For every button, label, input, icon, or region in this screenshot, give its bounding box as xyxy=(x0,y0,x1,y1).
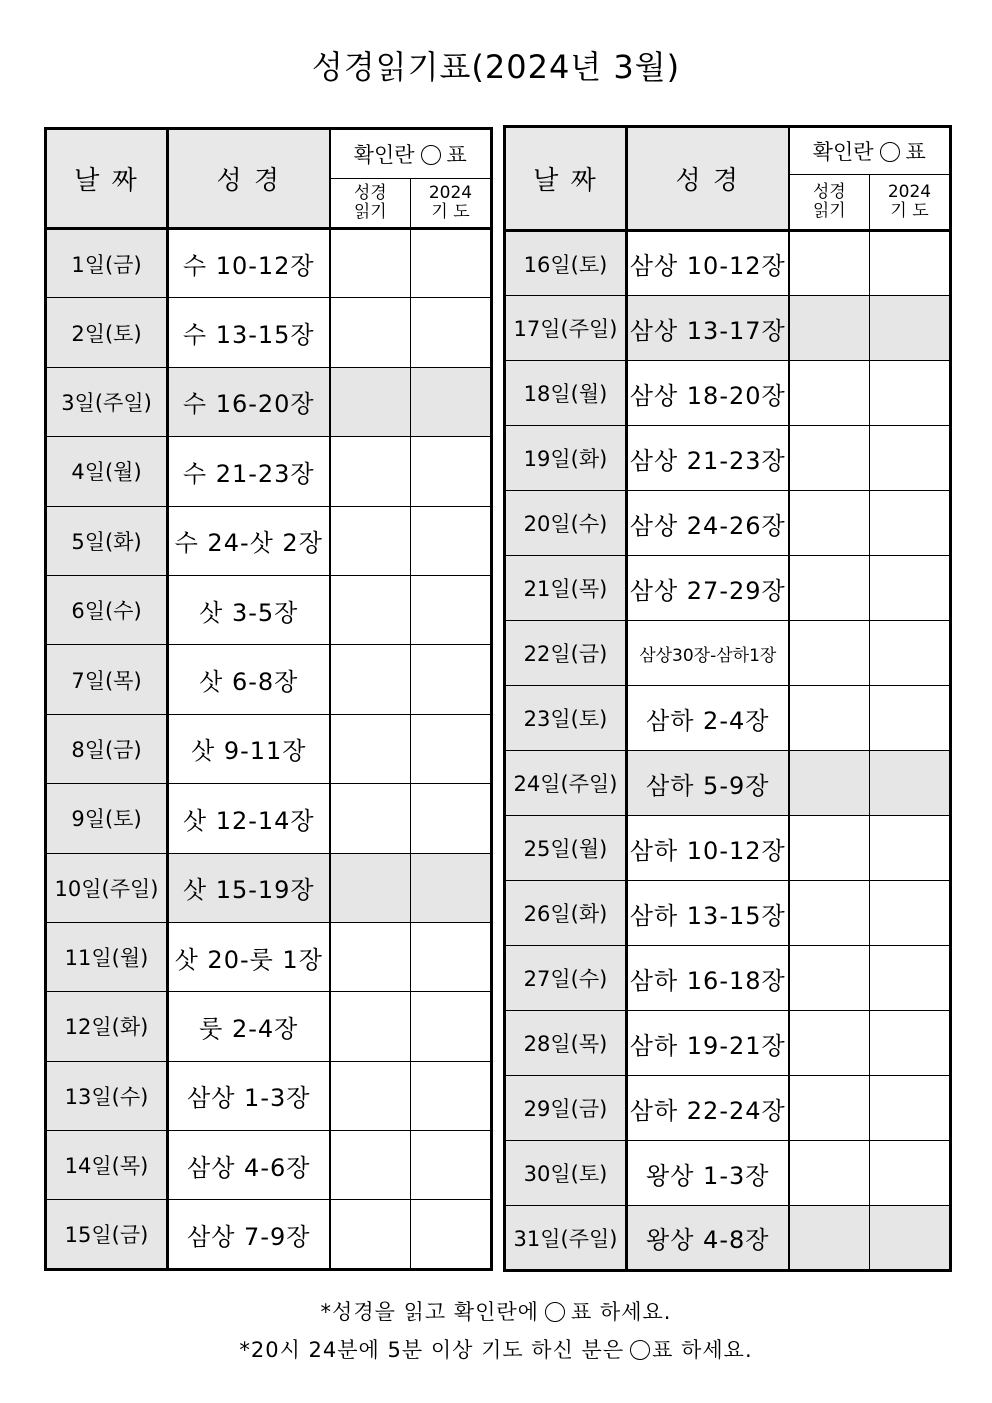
row-scripture: 삿 20-룻 1장 xyxy=(168,922,330,991)
pray-check-box[interactable] xyxy=(411,714,492,783)
row-date: 9일(토) xyxy=(46,784,168,853)
row-date: 15일(금) xyxy=(46,1200,168,1269)
read-check-box[interactable] xyxy=(330,437,411,506)
pray-check-box[interactable] xyxy=(870,751,951,816)
table-row xyxy=(46,229,492,298)
row-scripture: 왕상 4-8장 xyxy=(627,1206,789,1271)
read-check-box[interactable] xyxy=(330,853,411,922)
table-row xyxy=(46,367,492,436)
pray-check-box[interactable] xyxy=(411,853,492,922)
row-scripture: 왕상 1-3장 xyxy=(627,1141,789,1206)
row-date: 14일(목) xyxy=(46,1131,168,1200)
read-check-box[interactable] xyxy=(789,1076,870,1141)
row-date: 19일(화) xyxy=(505,426,627,491)
read-check-box[interactable] xyxy=(330,575,411,644)
header-read xyxy=(789,175,870,231)
read-check-box[interactable] xyxy=(789,881,870,946)
pray-check-box[interactable] xyxy=(411,367,492,436)
row-scripture: 수 21-23장 xyxy=(168,437,330,506)
read-check-box[interactable] xyxy=(789,946,870,1011)
pray-check-box[interactable] xyxy=(870,1011,951,1076)
header-pray-line2: 기 도 xyxy=(431,202,470,222)
table-row xyxy=(46,645,492,714)
read-check-box[interactable] xyxy=(789,1141,870,1206)
row-date: 8일(금) xyxy=(46,714,168,783)
row-scripture: 삼상 27-29장 xyxy=(627,556,789,621)
table-row xyxy=(505,296,951,361)
row-scripture: 삼상 7-9장 xyxy=(168,1200,330,1269)
row-date: 21일(목) xyxy=(505,556,627,621)
read-check-box[interactable] xyxy=(330,714,411,783)
pray-check-box[interactable] xyxy=(870,1076,951,1141)
pray-check-box[interactable] xyxy=(411,922,492,991)
row-scripture: 삼하 16-18장 xyxy=(627,946,789,1011)
row-scripture: 삼상 18-20장 xyxy=(627,361,789,426)
row-scripture: 삼상30장-삼하1장 xyxy=(627,621,789,686)
header-read-line1: 성경 xyxy=(353,183,387,203)
table-row xyxy=(46,506,492,575)
pray-check-box[interactable] xyxy=(411,784,492,853)
note-2-prefix: *20시 24분에 5분 이상 기도 하신 분은 xyxy=(239,1338,625,1362)
row-date: 27일(수) xyxy=(505,946,627,1011)
row-scripture: 삼하 13-15장 xyxy=(627,881,789,946)
row-scripture: 삼상 4-6장 xyxy=(168,1131,330,1200)
table-row xyxy=(46,575,492,644)
reading-table-right xyxy=(503,125,952,1272)
row-scripture: 수 13-15장 xyxy=(168,298,330,367)
pray-check-box[interactable] xyxy=(870,946,951,1011)
row-date: 16일(토) xyxy=(505,231,627,296)
table-row xyxy=(505,751,951,816)
header-read xyxy=(330,179,411,229)
pray-check-box[interactable] xyxy=(411,437,492,506)
table-row xyxy=(505,1141,951,1206)
row-scripture: 삼상 13-17장 xyxy=(627,296,789,361)
row-date: 31일(주일) xyxy=(505,1206,627,1271)
read-check-box[interactable] xyxy=(330,992,411,1061)
pray-check-box[interactable] xyxy=(411,1200,492,1269)
header-check xyxy=(789,127,951,175)
row-date: 12일(화) xyxy=(46,992,168,1061)
row-scripture: 수 16-20장 xyxy=(168,367,330,436)
header-scripture: 성 경 xyxy=(168,129,330,229)
table-row xyxy=(505,1076,951,1141)
header-pray-line2: 기 도 xyxy=(890,201,929,221)
row-scripture: 삼상 10-12장 xyxy=(627,231,789,296)
row-date: 1일(금) xyxy=(46,229,168,298)
table-row xyxy=(505,426,951,491)
read-check-box[interactable] xyxy=(330,922,411,991)
row-scripture: 삿 6-8장 xyxy=(168,645,330,714)
table-row xyxy=(505,686,951,751)
table-row xyxy=(46,853,492,922)
pray-check-box[interactable] xyxy=(870,816,951,881)
pray-check-box[interactable] xyxy=(411,992,492,1061)
read-check-box[interactable] xyxy=(789,751,870,816)
table-row xyxy=(46,1200,492,1269)
read-check-box[interactable] xyxy=(330,506,411,575)
header-date: 날 짜 xyxy=(46,129,168,229)
header-check-suffix: 표 xyxy=(446,143,467,167)
note-line-1 xyxy=(0,1296,992,1326)
row-date: 2일(토) xyxy=(46,298,168,367)
header-pray xyxy=(411,179,492,229)
header-check-label: 확인란 xyxy=(353,143,415,167)
row-scripture: 삿 9-11장 xyxy=(168,714,330,783)
table-row xyxy=(46,922,492,991)
row-date: 20일(수) xyxy=(505,491,627,556)
row-scripture: 삿 12-14장 xyxy=(168,784,330,853)
read-check-box[interactable] xyxy=(330,298,411,367)
table-row xyxy=(505,946,951,1011)
row-scripture: 삿 15-19장 xyxy=(168,853,330,922)
header-check-suffix: 표 xyxy=(905,140,926,164)
header-date: 날 짜 xyxy=(505,127,627,231)
row-scripture: 삿 3-5장 xyxy=(168,575,330,644)
header-scripture: 성 경 xyxy=(627,127,789,231)
pray-check-box[interactable] xyxy=(411,1061,492,1130)
read-check-box[interactable] xyxy=(330,784,411,853)
table-row xyxy=(505,816,951,881)
pray-check-box[interactable] xyxy=(411,575,492,644)
pray-check-box[interactable] xyxy=(870,296,951,361)
table-row xyxy=(505,491,951,556)
note-1-suffix: 표 하세요. xyxy=(570,1300,672,1324)
row-date: 13일(수) xyxy=(46,1061,168,1130)
row-scripture: 삼상 24-26장 xyxy=(627,491,789,556)
header-read-line2: 읽기 xyxy=(353,202,387,222)
pray-check-box[interactable] xyxy=(870,231,951,296)
read-check-box[interactable] xyxy=(330,1061,411,1130)
read-check-box[interactable] xyxy=(789,296,870,361)
pray-check-box[interactable] xyxy=(411,229,492,298)
header-pray-line1: 2024 xyxy=(428,183,473,203)
read-check-box[interactable] xyxy=(330,1131,411,1200)
pray-check-box[interactable] xyxy=(870,686,951,751)
row-date: 3일(주일) xyxy=(46,367,168,436)
pray-check-box[interactable] xyxy=(870,1206,951,1271)
read-check-box[interactable] xyxy=(789,816,870,881)
row-scripture: 삼하 19-21장 xyxy=(627,1011,789,1076)
pray-check-box[interactable] xyxy=(870,426,951,491)
pray-check-box[interactable] xyxy=(870,621,951,686)
page-title: 성경읽기표(2024년 3월) xyxy=(311,48,681,86)
read-check-box[interactable] xyxy=(330,645,411,714)
note-2-suffix: 표 하세요. xyxy=(652,1338,753,1362)
row-scripture: 삼상 1-3장 xyxy=(168,1061,330,1130)
row-date: 29일(금) xyxy=(505,1076,627,1141)
table-row xyxy=(505,556,951,621)
circle-icon xyxy=(630,1340,650,1360)
row-date: 5일(화) xyxy=(46,506,168,575)
row-date: 4일(월) xyxy=(46,437,168,506)
row-date: 7일(목) xyxy=(46,645,168,714)
table-row xyxy=(46,784,492,853)
row-date: 11일(월) xyxy=(46,922,168,991)
pray-check-box[interactable] xyxy=(870,881,951,946)
row-date: 17일(주일) xyxy=(505,296,627,361)
row-date: 23일(토) xyxy=(505,686,627,751)
read-check-box[interactable] xyxy=(789,556,870,621)
table-row xyxy=(46,1131,492,1200)
table-row xyxy=(505,1206,951,1271)
header-pray xyxy=(870,175,951,231)
read-check-box[interactable] xyxy=(789,361,870,426)
row-date: 26일(화) xyxy=(505,881,627,946)
pray-check-box[interactable] xyxy=(870,1141,951,1206)
read-check-box[interactable] xyxy=(789,1206,870,1271)
pray-check-box[interactable] xyxy=(411,506,492,575)
read-check-box[interactable] xyxy=(789,231,870,296)
read-check-box[interactable] xyxy=(789,686,870,751)
row-date: 18일(월) xyxy=(505,361,627,426)
row-date: 10일(주일) xyxy=(46,853,168,922)
row-date: 22일(금) xyxy=(505,621,627,686)
header-read-line2: 읽기 xyxy=(812,201,846,221)
read-check-box[interactable] xyxy=(330,229,411,298)
pray-check-box[interactable] xyxy=(870,491,951,556)
note-line-2 xyxy=(0,1334,992,1364)
row-date: 24일(주일) xyxy=(505,751,627,816)
row-date: 6일(수) xyxy=(46,575,168,644)
table-row xyxy=(46,1061,492,1130)
table-row xyxy=(46,298,492,367)
table-row xyxy=(505,1011,951,1076)
circle-icon xyxy=(421,145,441,165)
header-read-line1: 성경 xyxy=(812,182,846,202)
read-check-box[interactable] xyxy=(789,426,870,491)
read-check-box[interactable] xyxy=(330,1200,411,1269)
circle-icon xyxy=(880,142,900,162)
row-scripture: 룻 2-4장 xyxy=(168,992,330,1061)
row-scripture: 삼하 2-4장 xyxy=(627,686,789,751)
note-1-prefix: *성경을 읽고 확인란에 xyxy=(320,1300,539,1324)
row-date: 25일(월) xyxy=(505,816,627,881)
circle-icon xyxy=(545,1302,565,1322)
table-row xyxy=(46,714,492,783)
read-check-box[interactable] xyxy=(789,491,870,556)
header-check-label: 확인란 xyxy=(812,140,874,164)
header-check xyxy=(330,129,492,179)
read-check-box[interactable] xyxy=(330,367,411,436)
row-scripture: 삼하 5-9장 xyxy=(627,751,789,816)
pray-check-box[interactable] xyxy=(411,298,492,367)
row-date: 28일(목) xyxy=(505,1011,627,1076)
table-row xyxy=(46,437,492,506)
table-row xyxy=(505,361,951,426)
header-pray-line1: 2024 xyxy=(887,182,932,202)
pray-check-box[interactable] xyxy=(411,1131,492,1200)
pray-check-box[interactable] xyxy=(870,556,951,621)
row-date: 30일(토) xyxy=(505,1141,627,1206)
row-scripture: 수 10-12장 xyxy=(168,229,330,298)
pray-check-box[interactable] xyxy=(411,645,492,714)
read-check-box[interactable] xyxy=(789,621,870,686)
pray-check-box[interactable] xyxy=(870,361,951,426)
table-row xyxy=(505,621,951,686)
table-row xyxy=(46,992,492,1061)
row-scripture: 수 24-삿 2장 xyxy=(168,506,330,575)
row-scripture: 삼상 21-23장 xyxy=(627,426,789,491)
reading-table-left xyxy=(44,127,493,1271)
read-check-box[interactable] xyxy=(789,1011,870,1076)
row-scripture: 삼하 10-12장 xyxy=(627,816,789,881)
table-row xyxy=(505,231,951,296)
row-scripture: 삼하 22-24장 xyxy=(627,1076,789,1141)
table-row xyxy=(505,881,951,946)
